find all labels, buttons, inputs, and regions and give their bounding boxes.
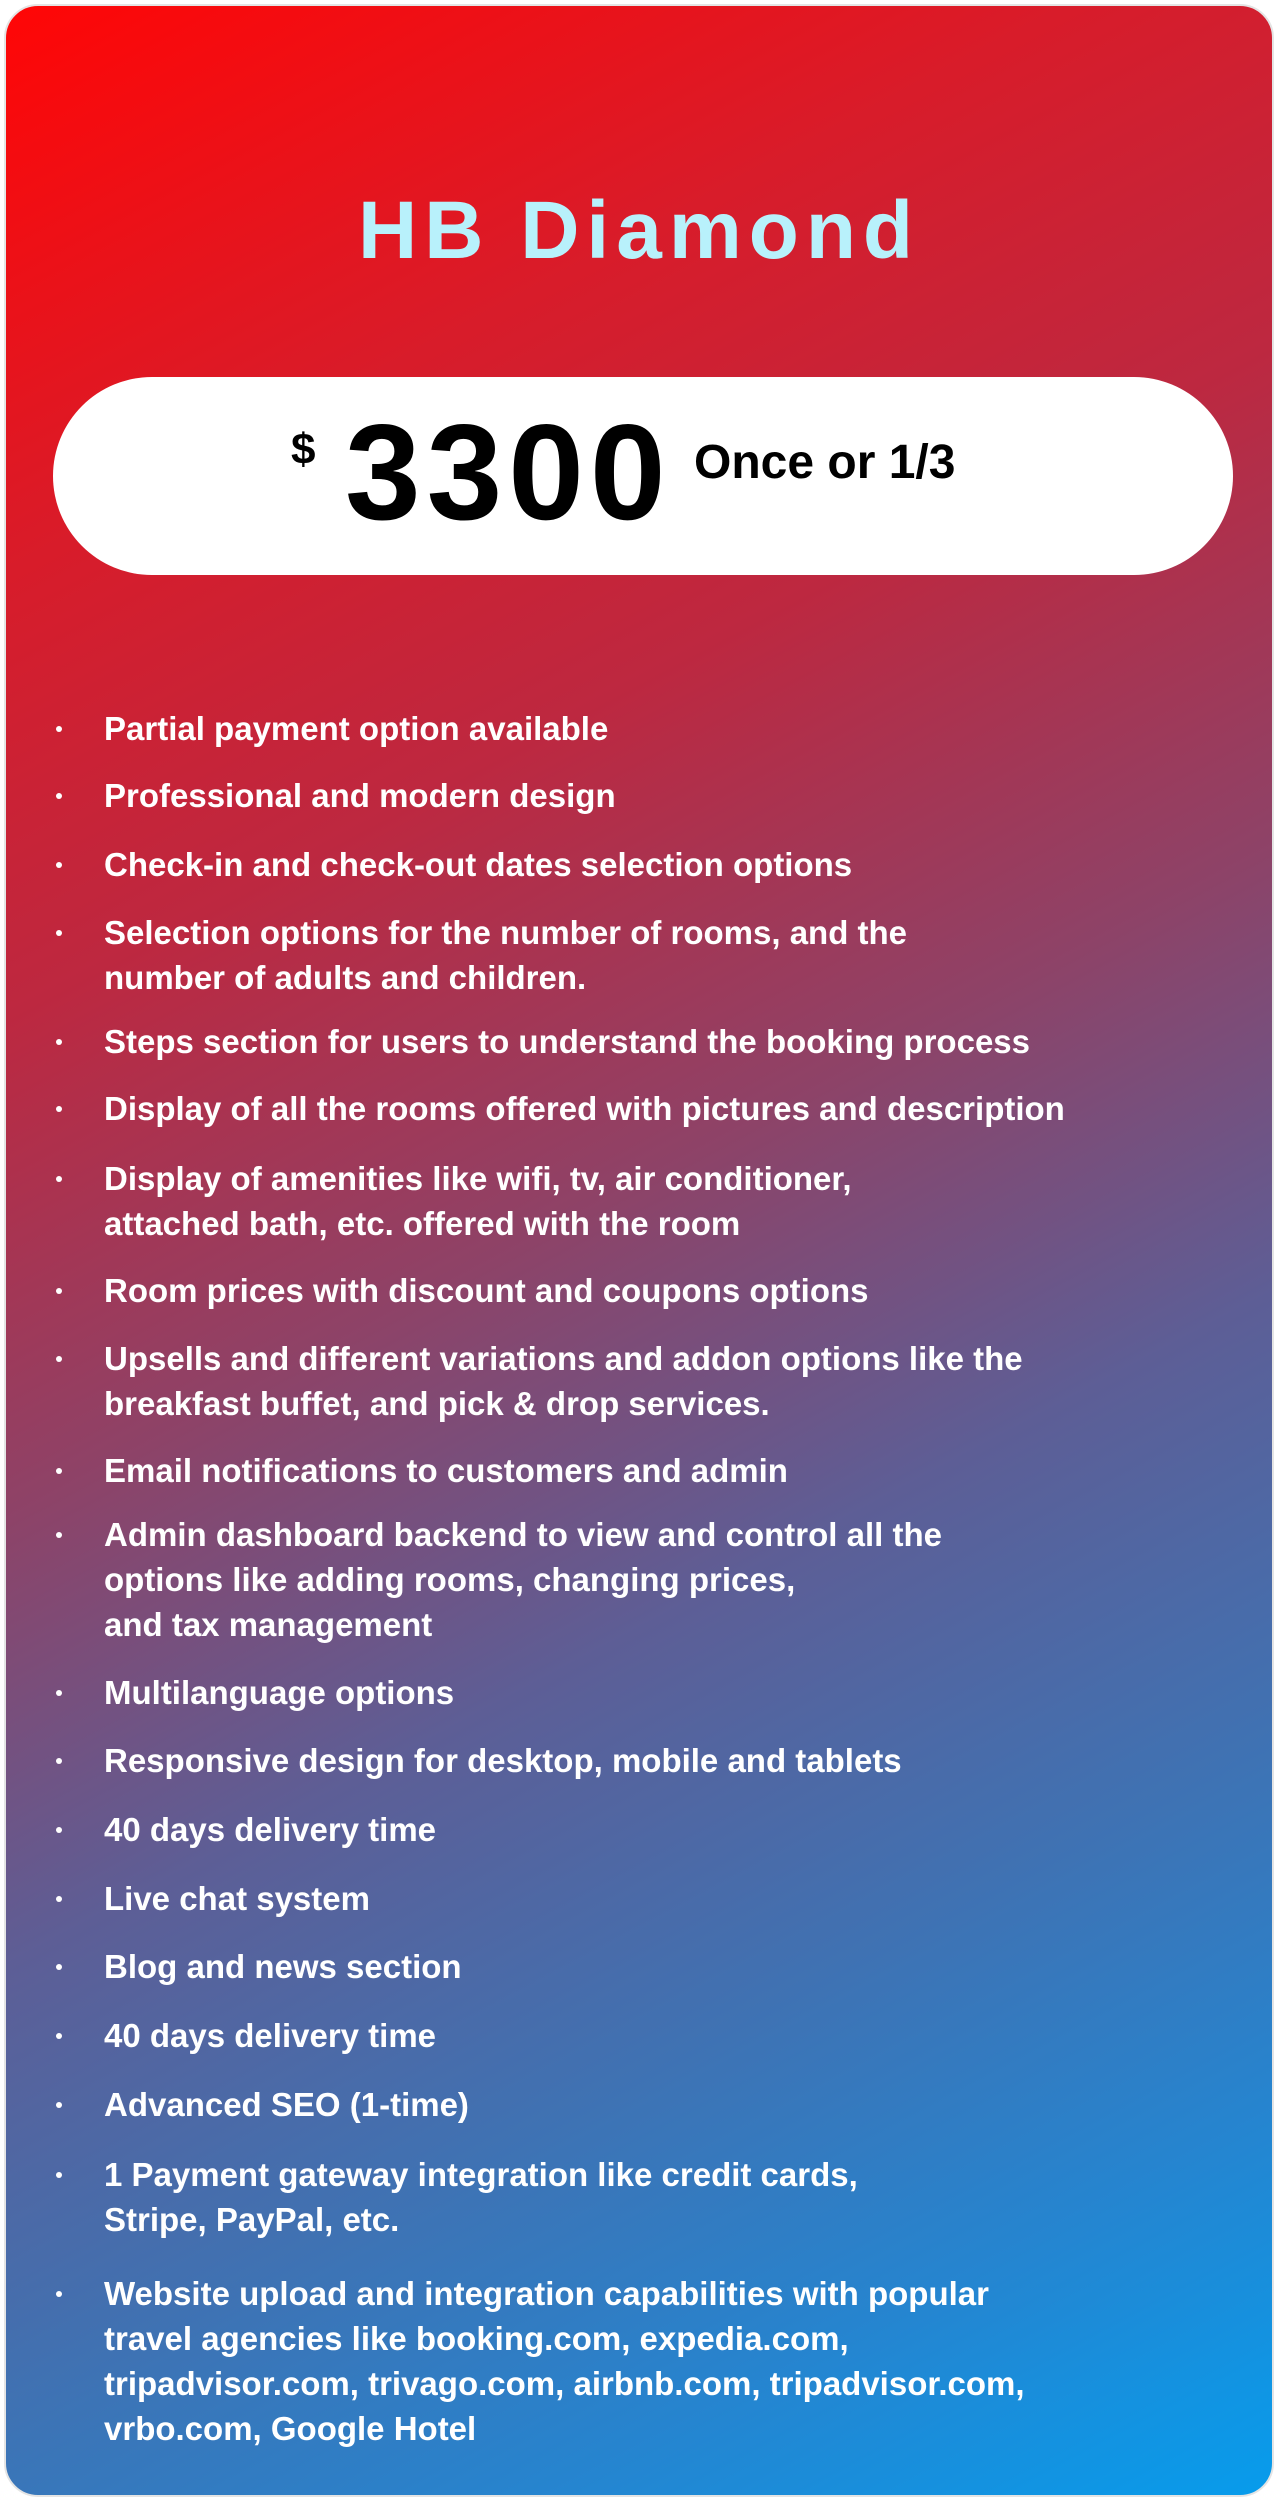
feature-item: Professional and modern design [56,773,1252,818]
price-amount: 3300 [345,396,672,548]
feature-item: Responsive design for desktop, mobile and tablets [56,1738,1252,1783]
currency-symbol: $ [291,425,316,474]
bullet-icon [56,726,62,732]
feature-item: Multilanguage options [56,1670,1252,1715]
bullet-icon [56,1532,62,1538]
bullet-icon [56,862,62,868]
feature-item: Room prices with discount and coupons options [56,1268,1252,1313]
bullet-icon [56,1758,62,1764]
price-pill [53,377,1233,575]
bullet-icon [56,2172,62,2178]
feature-item: Website upload and integration capabilities with popular travel agencies like booking.com, expedia.com, tripadvisor.com, trivago.com, airbnb.com, tripadvisor.com, vrbo.com, Google Hotel [56,2271,1252,2451]
bullet-icon [56,2102,62,2108]
feature-item: Email notifications to customers and admin [56,1448,1252,1493]
feature-item: Upsells and different variations and addon options like the breakfast buffet, and pick & drop services. [56,1336,1252,1426]
bullet-icon [56,1356,62,1362]
plan-title: HB Diamond [358,185,920,276]
bullet-icon [56,1176,62,1182]
feature-item: Live chat system [56,1876,1252,1921]
feature-item: Steps section for users to understand the booking process [56,1019,1252,1064]
feature-item: 40 days delivery time [56,1807,1252,1852]
price-period: Once or 1/3 [694,436,956,489]
feature-item: Check-in and check-out dates selection options [56,842,1252,887]
feature-item: Advanced SEO (1-time) [56,2082,1252,2127]
feature-item: 1 Payment gateway integration like credit cards, Stripe, PayPal, etc. [56,2152,1252,2242]
bullet-icon [56,930,62,936]
bullet-icon [56,1690,62,1696]
bullet-icon [56,1468,62,1474]
bullet-icon [56,1896,62,1902]
bullet-icon [56,1106,62,1112]
feature-item: Display of all the rooms offered with pictures and description [56,1086,1252,1131]
feature-item: Selection options for the number of rooms, and the number of adults and children. [56,910,1252,1000]
bullet-icon [56,1827,62,1833]
feature-item: Display of amenities like wifi, tv, air conditioner, attached bath, etc. offered with the room [56,1156,1252,1246]
bullet-icon [56,793,62,799]
pricing-card [4,4,1274,2497]
bullet-icon [56,1964,62,1970]
bullet-icon [56,1288,62,1294]
bullet-icon [56,2033,62,2039]
feature-item: 40 days delivery time [56,2013,1252,2058]
feature-item: Admin dashboard backend to view and control all the options like adding rooms, changing prices, and tax management [56,1512,1252,1647]
bullet-icon [56,1039,62,1045]
feature-item: Partial payment option available [56,706,1252,751]
bullet-icon [56,2291,62,2297]
feature-item: Blog and news section [56,1944,1252,1989]
